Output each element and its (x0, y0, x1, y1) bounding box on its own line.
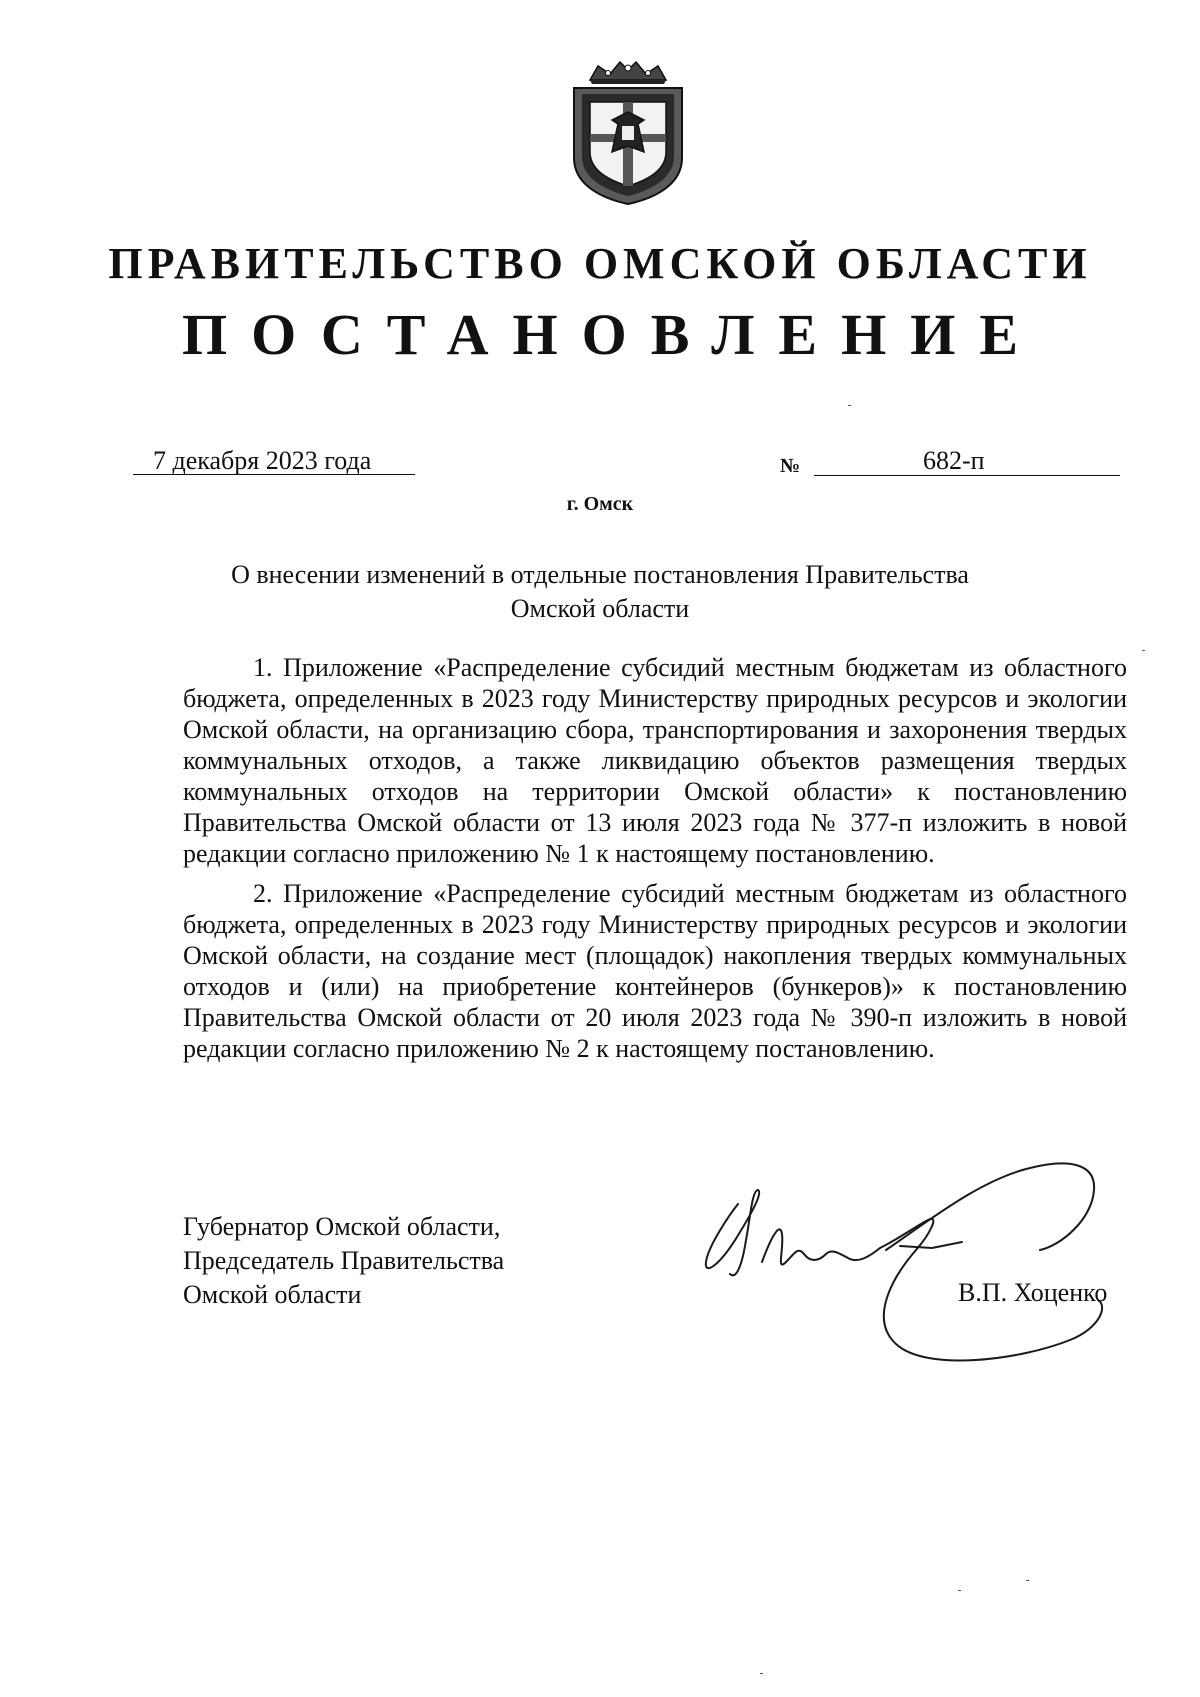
subject-line: Омской области (510, 594, 690, 623)
omsk-coat-of-arms-icon (568, 58, 688, 206)
number-sign: № (780, 455, 801, 477)
document-body (183, 652, 1127, 1064)
scan-speck (760, 1673, 763, 1674)
document-subject (190, 558, 1010, 626)
signer-position-line: Омской области (183, 1280, 362, 1309)
handwritten-signature (700, 1150, 1140, 1380)
scan-speck (1026, 1580, 1029, 1581)
document-type-heading: ПОСТАНОВЛЕНИЕ (181, 302, 1043, 367)
body-paragraph-1: 1. Приложение «Распределение субсидий местным бюджетам из областного бюджета, определенных в 2023 году Министерству природных ресурсов и экологии Омской области, на организацию сбора, транспортирования и захоронения твердых коммунальных отходов, а также ликвидацию объектов размещения твердых коммунальных отходов на территории Омской области» к постановлению Правительства Омской области от 13 июля 2023 года № 377-п изложить в новой редакции согласно приложению № 1 к настоящему постановлению. (183, 653, 1127, 868)
document-date: 7 декабря 2023 года (133, 447, 415, 475)
signer-position (183, 1210, 504, 1312)
document-city: г. Омск (566, 493, 634, 515)
body-paragraph-2: 2. Приложение «Распределение субсидий местным бюджетам из областного бюджета, определенных в 2023 году Министерству природных ресурсов и экологии Омской области, на создание мест (площадок) накопления твердых коммунальных отходов и (или) на приобретение контейнеров (бункеров)» к постановлению Правительства Омской области от 20 июля 2023 года № 390-п изложить в новой редакции согласно приложению № 2 к настоящему постановлению. (183, 879, 1127, 1063)
organization-title: ПРАВИТЕЛЬСТВО ОМСКОЙ ОБЛАСТИ (108, 239, 1092, 288)
subject-line: О внесении изменений в отдельные постановления Правительства (231, 560, 969, 589)
signer-position-line: Губернатор Омской области, (183, 1212, 501, 1241)
signer-position-line: Председатель Правительства (183, 1246, 505, 1275)
document-number-line (814, 447, 1120, 476)
scan-speck (848, 405, 851, 406)
document-number: 682-п (923, 446, 985, 475)
scan-speck (958, 1590, 961, 1591)
scan-speck (1142, 650, 1145, 651)
signer-name: В.П. Хоценко (958, 1278, 1108, 1307)
